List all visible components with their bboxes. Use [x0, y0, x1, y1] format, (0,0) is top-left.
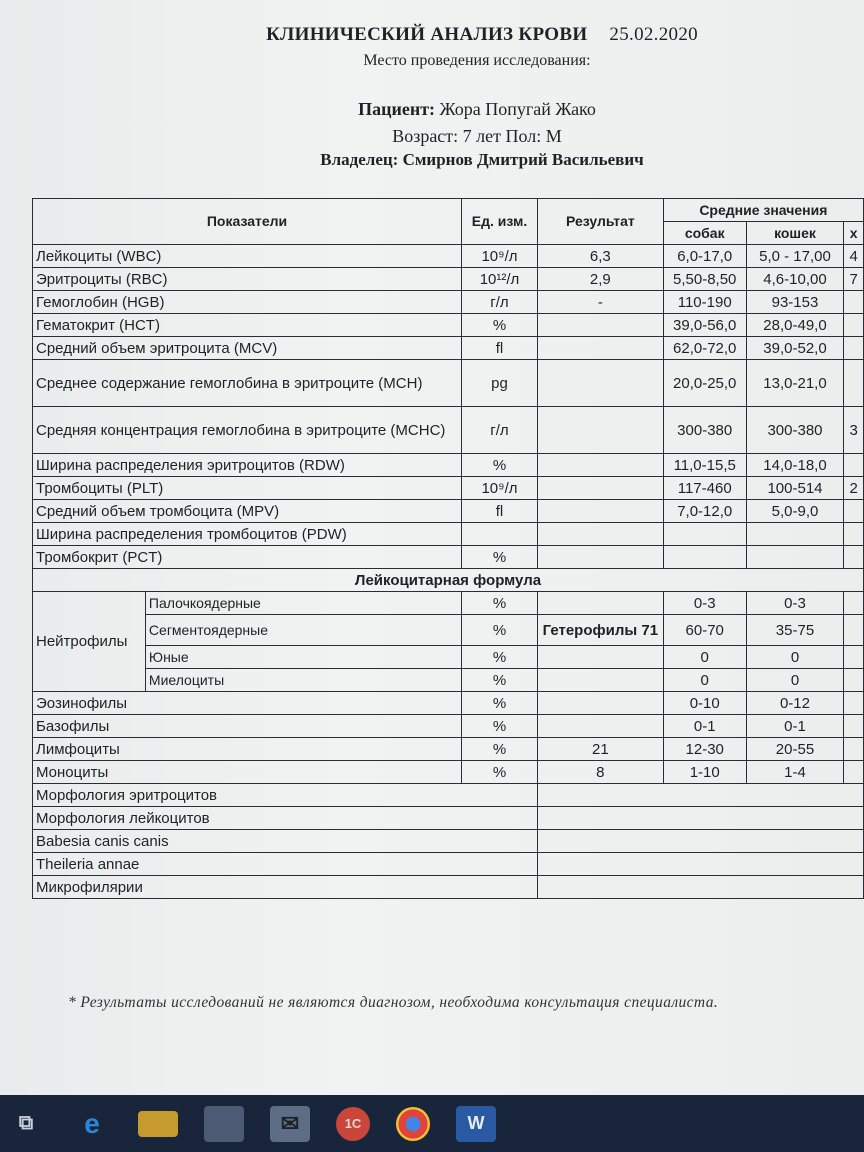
dogs-norm-cell: 7,0-12,0 — [663, 500, 746, 523]
dogs-norm-cell: 0-10 — [663, 692, 746, 715]
leuko-formula-title: Лейкоцитарная формула — [33, 569, 864, 592]
patient-name: Жора Попугай Жако — [439, 99, 596, 119]
unit-cell: % — [462, 592, 538, 615]
edge-icon[interactable]: e — [84, 1107, 100, 1139]
age-value: 7 лет — [462, 126, 502, 146]
cats-norm-cell: 4,6-10,00 — [746, 268, 844, 291]
indicator-name: Морфология лейкоцитов — [33, 807, 538, 830]
cats-norm-cell: 13,0-21,0 — [746, 360, 844, 407]
next-norm-cell — [844, 337, 864, 360]
result-cell — [537, 454, 663, 477]
age-label: Возраст: — [392, 126, 459, 146]
table-row — [33, 853, 864, 876]
unit-cell: % — [462, 669, 538, 692]
table-row — [33, 454, 864, 477]
dogs-norm-cell: 300-380 — [663, 407, 746, 454]
windows-taskbar — [0, 1095, 864, 1152]
cats-norm-cell — [746, 546, 844, 569]
unit-cell: fl — [462, 500, 538, 523]
dogs-norm-cell: 1-10 — [663, 761, 746, 784]
cats-norm-cell: 100-514 — [746, 477, 844, 500]
indicator-name: Babesia canis canis — [33, 830, 538, 853]
1c-icon[interactable]: 1С — [336, 1107, 370, 1141]
unit-cell: % — [462, 761, 538, 784]
indicator-name: Среднее содержание гемоглобина в эритроците (MCH) — [33, 360, 462, 407]
unit-cell: 10⁹/л — [462, 245, 538, 268]
next-norm-cell: 2 — [844, 477, 864, 500]
file-explorer-icon[interactable] — [138, 1111, 178, 1137]
unit-cell: pg — [462, 360, 538, 407]
next-norm-cell — [844, 291, 864, 314]
next-norm-cell — [844, 314, 864, 337]
indicator-name: Средний объем тромбоцита (MPV) — [33, 500, 462, 523]
cats-norm-cell: 5,0-9,0 — [746, 500, 844, 523]
next-norm-cell — [844, 454, 864, 477]
patient-label: Пациент: — [358, 99, 436, 119]
dogs-norm-cell — [663, 546, 746, 569]
next-norm-cell — [844, 669, 864, 692]
next-norm-cell — [844, 592, 864, 615]
dogs-norm-cell: 39,0-56,0 — [663, 314, 746, 337]
sex-value: М — [545, 126, 562, 146]
result-cell — [537, 407, 663, 454]
result-cell: 8 — [537, 761, 663, 784]
table-row — [33, 477, 864, 500]
header-next: х — [844, 222, 864, 245]
unit-cell: % — [462, 715, 538, 738]
indicator-name: Тромбокрит (PCT) — [33, 546, 462, 569]
word-icon[interactable]: W — [456, 1106, 496, 1142]
mail-icon[interactable]: ✉ — [270, 1106, 310, 1142]
next-norm-cell — [844, 715, 864, 738]
unit-cell: % — [462, 454, 538, 477]
cats-norm-cell: 0 — [746, 646, 844, 669]
table-row — [33, 500, 864, 523]
unit-cell: % — [462, 646, 538, 669]
table-row — [33, 876, 864, 899]
table-row — [33, 784, 864, 807]
unit-cell: % — [462, 692, 538, 715]
morph-value-cell — [537, 830, 863, 853]
cats-norm-cell: 28,0-49,0 — [746, 314, 844, 337]
patient-line — [0, 99, 864, 120]
table-row — [33, 615, 864, 646]
table-row — [33, 407, 864, 454]
cats-norm-cell: 20-55 — [746, 738, 844, 761]
owner-name: Смирнов Дмитрий Васильевич — [402, 150, 644, 169]
next-norm-cell — [844, 360, 864, 407]
next-norm-cell: 3 — [844, 407, 864, 454]
result-cell — [537, 337, 663, 360]
document-title — [0, 24, 864, 46]
table-row — [33, 646, 864, 669]
cats-norm-cell — [746, 523, 844, 546]
indicator-name: Гемоглобин (HGB) — [33, 291, 462, 314]
table-row — [33, 546, 864, 569]
table-row — [33, 592, 864, 615]
next-norm-cell — [844, 738, 864, 761]
dogs-norm-cell: 110-190 — [663, 291, 746, 314]
table-row — [33, 360, 864, 407]
header-dogs: собак — [663, 222, 746, 245]
result-cell — [537, 546, 663, 569]
cats-norm-cell: 1-4 — [746, 761, 844, 784]
indicator-name: Тромбоциты (PLT) — [33, 477, 462, 500]
unit-cell: 10⁹/л — [462, 477, 538, 500]
cats-norm-cell: 35-75 — [746, 615, 844, 646]
result-cell — [537, 669, 663, 692]
unit-cell: % — [462, 615, 538, 646]
result-cell: 2,9 — [537, 268, 663, 291]
indicator-name: Сегментоядерные — [145, 615, 461, 646]
owner-line — [0, 150, 864, 170]
owner-label: Владелец: — [320, 150, 399, 169]
morph-value-cell — [537, 784, 863, 807]
next-norm-cell — [844, 523, 864, 546]
unit-cell: % — [462, 738, 538, 761]
cats-norm-cell: 0-1 — [746, 715, 844, 738]
result-cell: 6,3 — [537, 245, 663, 268]
result-cell — [537, 314, 663, 337]
unit-cell: % — [462, 314, 538, 337]
result-cell — [537, 477, 663, 500]
cats-norm-cell: 0 — [746, 669, 844, 692]
header-unit: Ед. изм. — [462, 199, 538, 245]
table-row — [33, 715, 864, 738]
unit-cell: fl — [462, 337, 538, 360]
indicator-name: Лимфоциты — [33, 738, 462, 761]
dogs-norm-cell: 0-1 — [663, 715, 746, 738]
header-indicator: Показатели — [33, 199, 462, 245]
table-row — [33, 337, 864, 360]
indicator-name: Ширина распределения эритроцитов (RDW) — [33, 454, 462, 477]
cats-norm-cell: 39,0-52,0 — [746, 337, 844, 360]
morph-value-cell — [537, 876, 863, 899]
result-cell: 21 — [537, 738, 663, 761]
indicator-name: Базофилы — [33, 715, 462, 738]
document-date: 25.02.2020 — [609, 24, 698, 45]
result-cell — [537, 715, 663, 738]
result-cell — [537, 523, 663, 546]
next-norm-cell: 7 — [844, 268, 864, 291]
table-row — [33, 245, 864, 268]
indicator-name: Theileria annae — [33, 853, 538, 876]
dogs-norm-cell: 62,0-72,0 — [663, 337, 746, 360]
table-row — [33, 669, 864, 692]
indicator-name: Миелоциты — [145, 669, 461, 692]
neutrophils-label: Нейтрофилы — [33, 592, 146, 692]
dogs-norm-cell: 11,0-15,5 — [663, 454, 746, 477]
table-row — [33, 314, 864, 337]
store-icon[interactable] — [204, 1106, 244, 1142]
dogs-norm-cell — [663, 523, 746, 546]
sex-label: Пол: — [505, 126, 542, 146]
next-norm-cell — [844, 646, 864, 669]
cats-norm-cell: 0-12 — [746, 692, 844, 715]
chrome-icon[interactable] — [396, 1107, 430, 1141]
dogs-norm-cell: 60-70 — [663, 615, 746, 646]
dogs-norm-cell: 6,0-17,0 — [663, 245, 746, 268]
result-cell — [537, 692, 663, 715]
result-cell — [537, 500, 663, 523]
header-result: Результат — [537, 199, 663, 245]
indicator-name: Эритроциты (RBC) — [33, 268, 462, 291]
unit-cell: 10¹²/л — [462, 268, 538, 291]
table-row — [33, 761, 864, 784]
result-cell: - — [537, 291, 663, 314]
next-norm-cell — [844, 761, 864, 784]
unit-cell: г/л — [462, 407, 538, 454]
result-cell — [537, 592, 663, 615]
morph-value-cell — [537, 853, 863, 876]
indicator-name: Моноциты — [33, 761, 462, 784]
next-norm-cell — [844, 546, 864, 569]
indicator-name: Юные — [145, 646, 461, 669]
cats-norm-cell: 0-3 — [746, 592, 844, 615]
indicator-name: Ширина распределения тромбоцитов (PDW) — [33, 523, 462, 546]
cats-norm-cell: 5,0 - 17,00 — [746, 245, 844, 268]
cats-norm-cell: 93-153 — [746, 291, 844, 314]
age-line — [0, 126, 864, 147]
table-row — [33, 291, 864, 314]
table-row — [33, 738, 864, 761]
table-body — [33, 199, 864, 899]
result-cell — [537, 360, 663, 407]
indicator-name: Морфология эритроцитов — [33, 784, 538, 807]
blood-analysis-table — [32, 198, 864, 899]
header-cats: кошек — [746, 222, 844, 245]
dogs-norm-cell: 20,0-25,0 — [663, 360, 746, 407]
dogs-norm-cell: 0-3 — [663, 592, 746, 615]
title-text: КЛИНИЧЕСКИЙ АНАЛИЗ КРОВИ — [266, 24, 588, 45]
dogs-norm-cell: 0 — [663, 646, 746, 669]
header-norms: Средние значения — [663, 199, 863, 222]
dogs-norm-cell: 117-460 — [663, 477, 746, 500]
result-cell — [537, 646, 663, 669]
table-row — [33, 523, 864, 546]
next-norm-cell — [844, 500, 864, 523]
cats-norm-cell: 14,0-18,0 — [746, 454, 844, 477]
unit-cell — [462, 523, 538, 546]
indicator-name: Микрофилярии — [33, 876, 538, 899]
indicator-name: Эозинофилы — [33, 692, 462, 715]
dogs-norm-cell: 5,50-8,50 — [663, 268, 746, 291]
indicator-name: Лейкоциты (WBC) — [33, 245, 462, 268]
indicator-name: Средний объем эритроцита (MCV) — [33, 337, 462, 360]
next-norm-cell — [844, 692, 864, 715]
table-row — [33, 830, 864, 853]
table-header-row — [33, 199, 864, 222]
footnote: * Результаты исследований не являются диагнозом, необходима консультация специалиста. — [68, 994, 719, 1011]
task-view-icon[interactable]: ⧉ — [18, 1112, 34, 1134]
table-row — [33, 692, 864, 715]
indicator-name: Гематокрит (HCT) — [33, 314, 462, 337]
table-row — [33, 268, 864, 291]
next-norm-cell — [844, 615, 864, 646]
place-line: Место проведения исследования: — [363, 52, 591, 69]
unit-cell: % — [462, 546, 538, 569]
dogs-norm-cell: 12-30 — [663, 738, 746, 761]
section-row — [33, 569, 864, 592]
result-cell: Гетерофилы 71 — [537, 615, 663, 646]
indicator-name: Средняя концентрация гемоглобина в эритроците (MCHC) — [33, 407, 462, 454]
indicator-name: Палочкоядерные — [145, 592, 461, 615]
cats-norm-cell: 300-380 — [746, 407, 844, 454]
next-norm-cell: 4 — [844, 245, 864, 268]
dogs-norm-cell: 0 — [663, 669, 746, 692]
table-row — [33, 807, 864, 830]
morph-value-cell — [537, 807, 863, 830]
unit-cell: г/л — [462, 291, 538, 314]
